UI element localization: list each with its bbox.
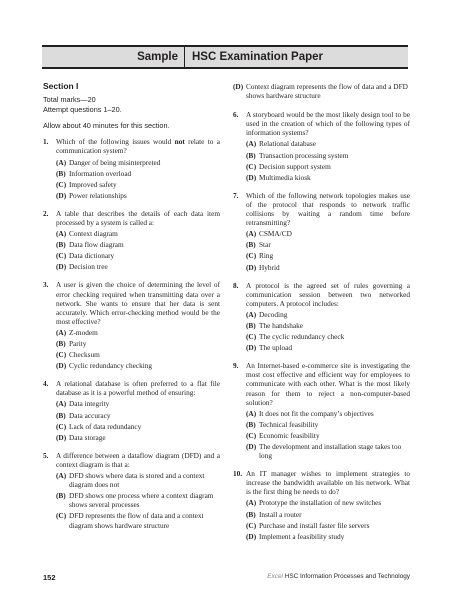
option-text: The upload: [259, 343, 293, 353]
left-question-list: [43, 137, 220, 529]
stem-text: An Internet-based e-commerce site is investigating the most cost effective and efficient way for employees to communicate with each other. What is the most likely reason for them to reject a non-computer-based solution?: [246, 361, 410, 407]
question-1-option-d: [56, 191, 220, 200]
option-letter: (B): [56, 168, 66, 178]
option-text: Danger of being misinterpreted: [69, 157, 161, 167]
footer-book-title: HSC Information Processes and Technology: [284, 573, 410, 580]
option-letter: (A): [246, 139, 257, 149]
option-letter: (D): [233, 82, 244, 91]
option-text: Hybrid: [259, 262, 280, 272]
question-9-option-d: [246, 442, 410, 460]
header-paper-title: HSC Examination Paper: [192, 51, 324, 63]
option-letter: (C): [246, 332, 257, 342]
left-column: [43, 80, 220, 539]
question-10-option-d: [246, 532, 410, 541]
header-sample-label: Sample: [42, 47, 185, 67]
question-1-option-a: [56, 158, 220, 167]
option-text: Data accuracy: [69, 410, 111, 420]
option-letter: (B): [246, 150, 256, 160]
question-number: 1.: [43, 137, 49, 147]
question-number: 7.: [233, 190, 239, 200]
option-text: Data storage: [69, 432, 106, 442]
option-text: Context diagram represents the flow of data and a DFD shows hardware structure: [246, 82, 408, 101]
option-letter: (B): [246, 419, 256, 429]
option-letter: (B): [56, 240, 66, 250]
option-letter: (C): [246, 251, 257, 261]
question-number: 6.: [233, 110, 239, 120]
question-stem: [56, 137, 220, 155]
stem-text: A storyboard would be the most likely design tool to be used in the creation of which of the following types of information systems?: [246, 110, 410, 138]
option-letter: (A): [246, 408, 257, 418]
option-letter: (C): [56, 421, 67, 431]
option-letter: (B): [246, 320, 256, 330]
question-5-option-a: [56, 471, 220, 489]
option-letter: (D): [246, 262, 257, 272]
option-text: Data dictionary: [69, 251, 115, 261]
question-8-option-b: [246, 321, 410, 330]
option-letter: (A): [56, 327, 67, 337]
question-5-option-c: [56, 511, 220, 529]
question-stem: [246, 191, 410, 227]
option-text: Data flow diagram: [69, 240, 124, 250]
option-letter: (C): [56, 179, 67, 189]
stem-text: Which of the following network topologies makes use of the protocol that responds to network traffic collisions by waiting a random time before retransmitting?: [246, 190, 410, 228]
option-text: Technical feasibility: [259, 419, 319, 429]
question-stem: [56, 451, 220, 469]
option-text: Checksum: [69, 350, 100, 360]
question-7-option-d: [246, 263, 410, 272]
option-letter: (C): [56, 350, 67, 360]
option-letter: (B): [56, 410, 66, 420]
question-number: 9.: [233, 361, 239, 371]
question-8-option-a: [246, 310, 410, 319]
option-letter: (D): [246, 343, 257, 353]
option-letter: (B): [246, 509, 256, 519]
option-letter: (A): [56, 471, 67, 481]
question-number: 8.: [233, 280, 239, 290]
question-7: [233, 191, 410, 272]
question-10-option-c: [246, 521, 410, 530]
option-text: Star: [259, 240, 271, 250]
question-number: 10.: [233, 469, 243, 479]
question-8-option-d: [246, 343, 410, 352]
question-3-option-a: [56, 328, 220, 337]
question-8-option-c: [246, 332, 410, 341]
option-letter: (A): [246, 309, 257, 319]
time-instruction: Allow about 40 minutes for this section.: [43, 120, 170, 130]
option-text: Economic feasibility: [259, 430, 320, 440]
question-9-option-a: [246, 409, 410, 418]
option-text: Power relationships: [69, 190, 127, 200]
footer-book-credit: [267, 573, 410, 580]
stem-text: Which of the following issues would: [56, 137, 175, 147]
option-letter: (A): [246, 498, 257, 508]
option-text: Z-modem: [69, 327, 98, 337]
question-8: [233, 281, 410, 353]
option-letter: (B): [56, 491, 66, 501]
question-6-option-a: [246, 139, 410, 148]
option-text: The cyclic redundancy check: [259, 332, 345, 342]
option-letter: (A): [56, 157, 67, 167]
question-5: [43, 451, 220, 530]
option-text: Decision tree: [69, 262, 108, 272]
question-4-option-b: [56, 411, 220, 420]
right-column: [233, 80, 410, 550]
question-number: 4.: [43, 379, 49, 389]
question-stem: [246, 469, 410, 496]
question-10-option-b: [246, 510, 410, 519]
option-text: Prototype the installation of new switches: [259, 498, 382, 508]
option-text: DFD shows where data is stored and a context diagram does not: [69, 471, 205, 490]
question-1: [43, 137, 220, 200]
stem-text: A protocol is the agreed set of rules governing a communication session between two networked computers. A protocol includes:: [246, 280, 410, 308]
option-text: Context diagram: [69, 229, 118, 239]
option-letter: (C): [246, 161, 257, 171]
footer-brand: Excel: [267, 573, 283, 580]
question-2-option-a: [56, 229, 220, 238]
question-3: [43, 280, 220, 370]
total-marks: Total marks—20: [43, 95, 96, 105]
option-letter: (C): [56, 251, 67, 261]
option-letter: (C): [246, 430, 257, 440]
option-text: Install a router: [259, 509, 302, 519]
question-stem: [246, 281, 410, 308]
question-number: 3.: [43, 280, 49, 290]
question-9: [233, 361, 410, 460]
question-10: [233, 469, 410, 541]
question-3-option-d: [56, 361, 220, 370]
option-text: Decoding: [259, 309, 288, 319]
question-number: 2.: [43, 208, 49, 218]
question-2-option-d: [56, 262, 220, 271]
option-text: Transaction processing system: [259, 150, 349, 160]
question-9-option-b: [246, 420, 410, 429]
option-text: Ring: [259, 251, 274, 261]
option-letter: (A): [56, 229, 67, 239]
option-text: Implement a feasibility study: [259, 531, 345, 541]
stem-text: A relational database is often preferred to a flat file database as it is a powerful method of ensuring:: [56, 379, 220, 398]
question-stem: [56, 280, 220, 325]
option-text: Information overload: [69, 168, 132, 178]
option-letter: (D): [246, 442, 257, 451]
stem-text: A difference between a dataflow diagram (DFD) and a context diagram is that a:: [56, 450, 220, 469]
option-text: CSMA/CD: [259, 229, 292, 239]
option-text: Cyclic redundancy checking: [69, 361, 153, 371]
question-7-option-c: [246, 251, 410, 260]
page-number: 152: [43, 573, 56, 582]
option-text: Lack of data redundancy: [69, 421, 142, 431]
page-footer: [43, 571, 410, 585]
option-letter: (D): [56, 190, 67, 200]
question-6-option-b: [246, 151, 410, 160]
question-stem: [56, 379, 220, 397]
option-letter: (D): [56, 361, 67, 371]
question-6-option-c: [246, 162, 410, 171]
question-7-option-b: [246, 240, 410, 249]
stem-text: A table that describes the details of each data item processed by a system is called a:: [56, 208, 220, 227]
option-text: Improved safety: [69, 179, 117, 189]
question-stem: [246, 110, 410, 137]
option-text: Parity: [69, 339, 87, 348]
option-text: DFD represents the flow of data and a context diagram shows hardware structure: [69, 511, 204, 530]
section-title: Section I: [43, 81, 79, 91]
option-text: Decision support system: [259, 161, 331, 171]
option-letter: (A): [246, 229, 257, 239]
option-letter: (D): [56, 262, 67, 272]
option-letter: (C): [246, 520, 257, 530]
option-letter: (B): [56, 339, 66, 348]
option-text: It does not fit the company’s objectives: [259, 408, 374, 418]
question-7-option-a: [246, 229, 410, 238]
question-2-option-b: [56, 240, 220, 249]
question-2: [43, 209, 220, 272]
question-3-option-b: [56, 339, 220, 348]
question-4: [43, 379, 220, 442]
option-text: The development and installation stage takes too long: [259, 442, 402, 461]
question-6-option-d: [246, 173, 410, 182]
stem-emphasis: not: [174, 137, 185, 147]
option-text: The handshake: [259, 320, 303, 330]
option-letter: (D): [56, 432, 67, 442]
question-10-option-a: [246, 498, 410, 507]
question-number: 5.: [43, 450, 49, 460]
question-5-option-d: [233, 82, 410, 100]
question-5-option-b: [56, 491, 220, 509]
question-stem: [246, 361, 410, 406]
option-letter: (D): [246, 531, 257, 541]
option-text: DFD shows one process where a context diagram shows several processes: [69, 491, 214, 510]
stem-text-after: relate to a communication system?: [56, 137, 220, 156]
option-letter: (B): [246, 240, 256, 250]
option-text: Multimedia kiosk: [259, 172, 311, 182]
stem-text: An IT manager wishes to implement strategies to increase the bandwidth available on his network. What is the first thing he needs to do?: [246, 469, 410, 497]
question-stem: [56, 209, 220, 227]
option-text: Relational database: [259, 139, 316, 149]
question-1-option-b: [56, 169, 220, 178]
question-3-option-c: [56, 350, 220, 359]
question-4-option-a: [56, 399, 220, 408]
option-letter: (C): [56, 511, 67, 521]
question-6: [233, 110, 410, 182]
question-4-option-c: [56, 422, 220, 431]
question-9-option-c: [246, 431, 410, 440]
question-1-option-c: [56, 180, 220, 189]
option-text: Data integrity: [69, 399, 110, 409]
option-letter: (A): [56, 399, 67, 409]
option-text: Purchase and install faster file servers: [259, 520, 370, 530]
paper-header: [42, 45, 408, 69]
question-4-option-d: [56, 433, 220, 442]
question-2-option-c: [56, 251, 220, 260]
right-question-list: [233, 110, 410, 541]
attempt-instruction: Attempt questions 1–20.: [43, 104, 122, 114]
option-letter: (D): [246, 172, 257, 182]
stem-text: A user is given the choice of determining the level of error checking required when transmitting data over a network. She wants to ensure that her data is sent accurately. Which error-checking method would be the most effective?: [56, 280, 220, 326]
